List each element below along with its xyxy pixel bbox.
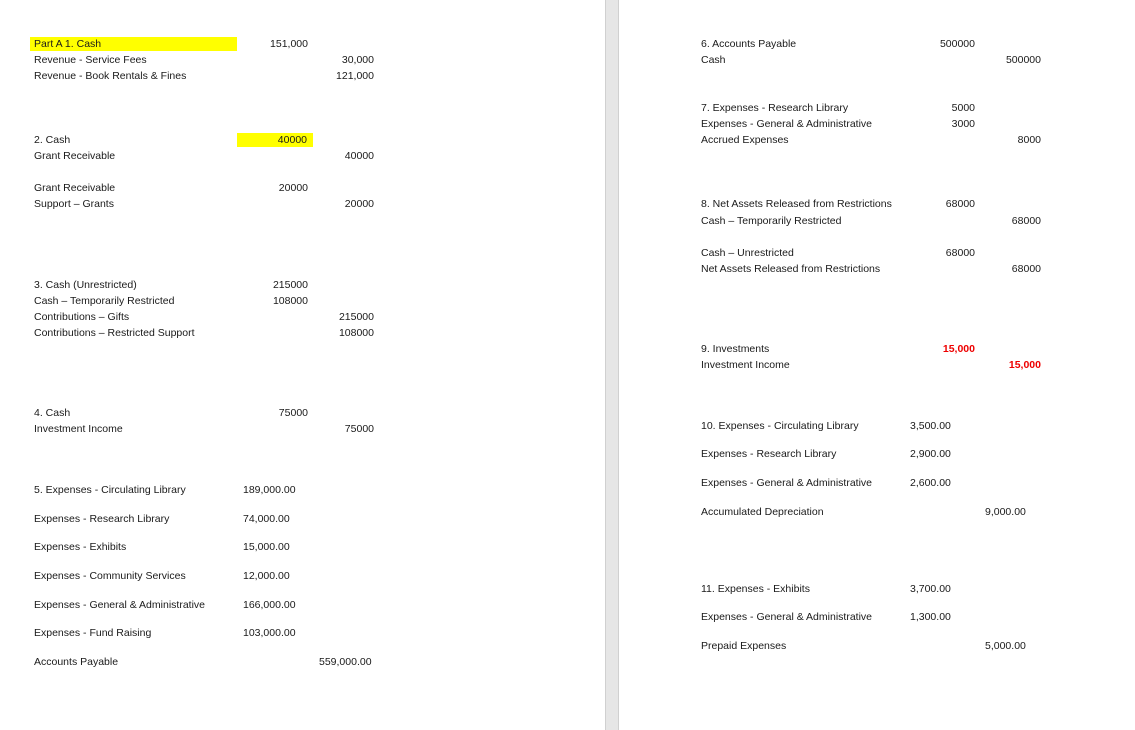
entry-11-debit-amount-1: 3,700.00 [910, 583, 951, 595]
entry-10-debit-amount-1: 3,500.00 [910, 420, 951, 432]
entry-6-debit-account: 6. Accounts Payable [701, 38, 797, 50]
entry-3-credit-amount-2: 108000 [338, 327, 374, 339]
entry-5-debit-amount-5: 166,000.00 [243, 599, 296, 611]
entry-10-credit-account: Accumulated Depreciation [701, 506, 824, 518]
entry-5-debit-amount-3: 15,000.00 [243, 541, 290, 553]
entry-9-credit-account: Investment Income [701, 359, 790, 371]
entry-5-credit-account: Accounts Payable [34, 656, 119, 668]
entry-5-debit-amount-6: 103,000.00 [243, 627, 296, 639]
entry-3-debit-account-1: 3. Cash (Unrestricted) [34, 279, 137, 291]
entry-11-debit-amount-2: 1,300.00 [910, 611, 951, 623]
document-page-right [619, 0, 1135, 730]
entry-10-debit-account-2: Expenses - Research Library [701, 448, 837, 460]
entry-2-credit-amount: 40000 [344, 150, 374, 162]
entry-10-credit-amount: 9,000.00 [985, 506, 1026, 518]
entry-9-debit-amount: 15,000 [942, 343, 975, 355]
entry-8-debit-amount: 68000 [945, 198, 975, 210]
entry-5-debit-amount-1: 189,000.00 [243, 484, 296, 496]
entry-10-debit-account-3: Expenses - General & Administrative [701, 477, 872, 489]
entry-10-debit-account-1: 10. Expenses - Circulating Library [701, 420, 859, 432]
entry-10-debit-amount-3: 2,600.00 [910, 477, 951, 489]
entry-7-debit-amount-1: 5000 [951, 102, 975, 114]
entry-1-credit-amount-1: 30,000 [341, 54, 374, 66]
entry-4-debit-amount: 75000 [278, 407, 308, 419]
entry-2b-credit-amount: 20000 [344, 198, 374, 210]
entry-8b-credit-account: Net Assets Released from Restrictions [701, 263, 881, 275]
entry-1-credit-account-1: Revenue - Service Fees [34, 54, 147, 66]
entry-2b-debit-amount: 20000 [278, 182, 308, 194]
entry-2b-debit-account: Grant Receivable [34, 182, 116, 194]
entry-4-debit-account: 4. Cash [34, 407, 71, 419]
entry-5-debit-account-2: Expenses - Research Library [34, 513, 170, 525]
entry-5-debit-amount-2: 74,000.00 [243, 513, 290, 525]
entry-7-debit-account-1: 7. Expenses - Research Library [701, 102, 849, 114]
entry-3-credit-account-1: Contributions – Gifts [34, 311, 130, 323]
entry-10-debit-amount-2: 2,900.00 [910, 448, 951, 460]
entry-9-credit-amount: 15,000 [1008, 359, 1041, 371]
entry-6-credit-amount: 500000 [1005, 54, 1041, 66]
entry-1-credit-account-2: Revenue - Book Rentals & Fines [34, 70, 187, 82]
entry-8b-debit-account: Cash – Unrestricted [701, 247, 794, 259]
entry-2-debit-amount: 40000 [237, 133, 313, 147]
entry-7-debit-account-2: Expenses - General & Administrative [701, 118, 872, 130]
entry-5-debit-amount-4: 12,000.00 [243, 570, 290, 582]
entry-1-credit-amount-2: 121,000 [336, 70, 374, 82]
entry-11-debit-account-2: Expenses - General & Administrative [701, 611, 872, 623]
entry-2-debit-account: 2. Cash [34, 134, 71, 146]
entry-5-debit-account-5: Expenses - General & Administrative [34, 599, 205, 611]
entry-5-debit-account-1: 5. Expenses - Circulating Library [34, 484, 186, 496]
entry-8b-credit-amount: 68000 [1011, 263, 1041, 275]
entry-3-debit-account-2: Cash – Temporarily Restricted [34, 295, 175, 307]
entry-2-credit-account: Grant Receivable [34, 150, 116, 162]
entry-11-debit-account-1: 11. Expenses - Exhibits [701, 583, 810, 595]
entry-7-credit-account: Accrued Expenses [701, 134, 789, 146]
entry-11-credit-account: Prepaid Expenses [701, 640, 787, 652]
entry-3-debit-amount-1: 215000 [272, 279, 308, 291]
entry-7-debit-amount-2: 3000 [951, 118, 975, 130]
entry-4-credit-account: Investment Income [34, 423, 123, 435]
entry-8-debit-account: 8. Net Assets Released from Restrictions [701, 198, 892, 210]
entry-7-credit-amount: 8000 [1017, 134, 1041, 146]
entry-6-credit-account: Cash [701, 54, 726, 66]
entry-5-credit-amount: 559,000.00 [319, 656, 372, 668]
entry-3-credit-amount-1: 215000 [338, 311, 374, 323]
entry-5-debit-account-4: Expenses - Community Services [34, 570, 186, 582]
entry-4-credit-amount: 75000 [344, 423, 374, 435]
entry-11-credit-amount: 5,000.00 [985, 640, 1026, 652]
entry-6-debit-amount: 500000 [939, 38, 975, 50]
entry-5-debit-account-6: Expenses - Fund Raising [34, 627, 152, 639]
page-gutter [605, 0, 619, 730]
entry-3-credit-account-2: Contributions – Restricted Support [34, 327, 195, 339]
entry-1-debit-amount: 151,000 [270, 38, 308, 50]
entry-5-debit-account-3: Expenses - Exhibits [34, 541, 127, 553]
entry-1-debit-account: Part A 1. Cash [30, 37, 237, 51]
entry-9-debit-account: 9. Investments [701, 343, 770, 355]
entry-8b-debit-amount: 68000 [945, 247, 975, 259]
entry-8-credit-amount: 68000 [1011, 215, 1041, 227]
entry-3-debit-amount-2: 108000 [272, 295, 308, 307]
entry-8-credit-account: Cash – Temporarily Restricted [701, 215, 842, 227]
entry-2b-credit-account: Support – Grants [34, 198, 114, 210]
